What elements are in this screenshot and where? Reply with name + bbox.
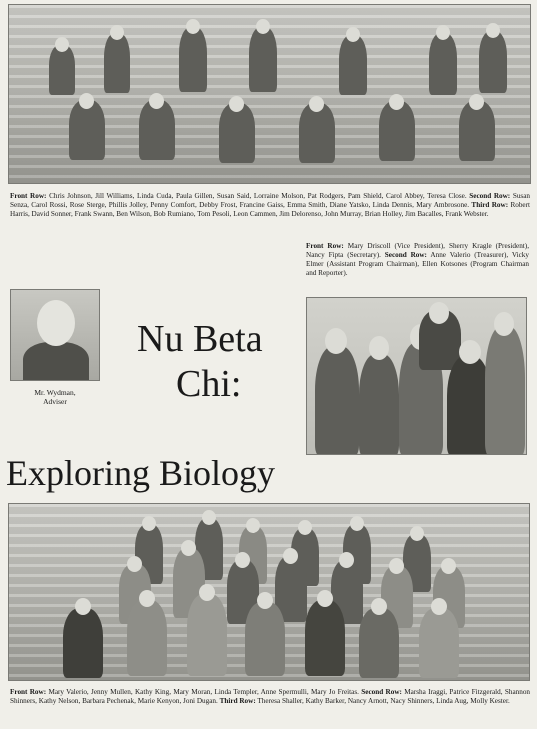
adviser-caption (10, 388, 100, 406)
front-row-label: Front Row: (10, 688, 47, 696)
officers-photo (306, 297, 527, 455)
bottom-photo-caption (10, 688, 530, 706)
officers-caption (306, 242, 529, 278)
front-row-names: Mary Valerio, Jenny Mullen, Kathy King, Mary Moran, Linda Templer, Anne Spermulli, Mary Jo Freitas. (48, 688, 359, 696)
front-row-names: Mary Driscoll (Vice President), Sherry Kragle (President), Nancy Fipta (Secretary). (306, 242, 529, 260)
second-row-label: Second Row: (361, 688, 402, 696)
subtitle: Exploring Biology (6, 453, 275, 493)
third-row-label: Third Row: (219, 697, 256, 706)
front-row-label: Front Row: (306, 242, 344, 250)
second-row-names: Anne Valerio (Treasurer), Vicky Elmer (Assistant Program Chairman), Ellen Kotsones (Program Chairman and Reporter). (306, 251, 529, 278)
second-row-label: Second Row: (384, 251, 427, 260)
top-photo-caption (10, 192, 530, 219)
front-row-names: Chris Johnson, Jill Williams, Linda Cuda, Paula Gillen, Susan Said, Lorraine Molson, Pat Rodgers, Pam Shield, Carol Abbey, Teresa Close. (49, 192, 467, 200)
club-name-line2: Chi: (176, 363, 242, 405)
front-row-label: Front Row: (10, 192, 47, 200)
club-name-line1: Nu Beta (137, 318, 263, 360)
adviser-name: Mr. Wydman, (34, 388, 76, 397)
top-group-photo (8, 4, 531, 184)
bottom-group-photo (8, 503, 530, 681)
second-row-names: Susan Senza, Carol Rossi, Rose Sterge, Phillis Jolley, Penny Comfort, Debby Frost, Francine Gaiss, Emma Smith, Diane Yatsko, Linda Dennis, Mary Ambrosone. (10, 192, 531, 210)
second-row-label: Second Row: (469, 192, 511, 200)
third-row-names: Theresa Shaller, Kathy Barker, Nancy Arnott, Nacy Shinners, Linda Aug, Molly Kester. (257, 697, 510, 706)
third-row-label: Third Row: (471, 201, 509, 210)
adviser-photo (10, 289, 100, 381)
third-row-names: Robert Harris, David Sonner, Frank Swann, Ben Wilson, Bob Rumiano, Tom Pesoli, Leon Cammen, Jim Delorenso, John Murray, Brian Holley, Jim Bacalles, Frank Webster. (10, 201, 530, 219)
adviser-role: Adviser (43, 397, 67, 406)
second-row-names: Marsha Iraggi, Patrice Fitzgerald, Shannon Shinners, Kathy Nelson, Barbara Pechenak, Marie Kenyon, Joni Dugan. (10, 688, 531, 706)
